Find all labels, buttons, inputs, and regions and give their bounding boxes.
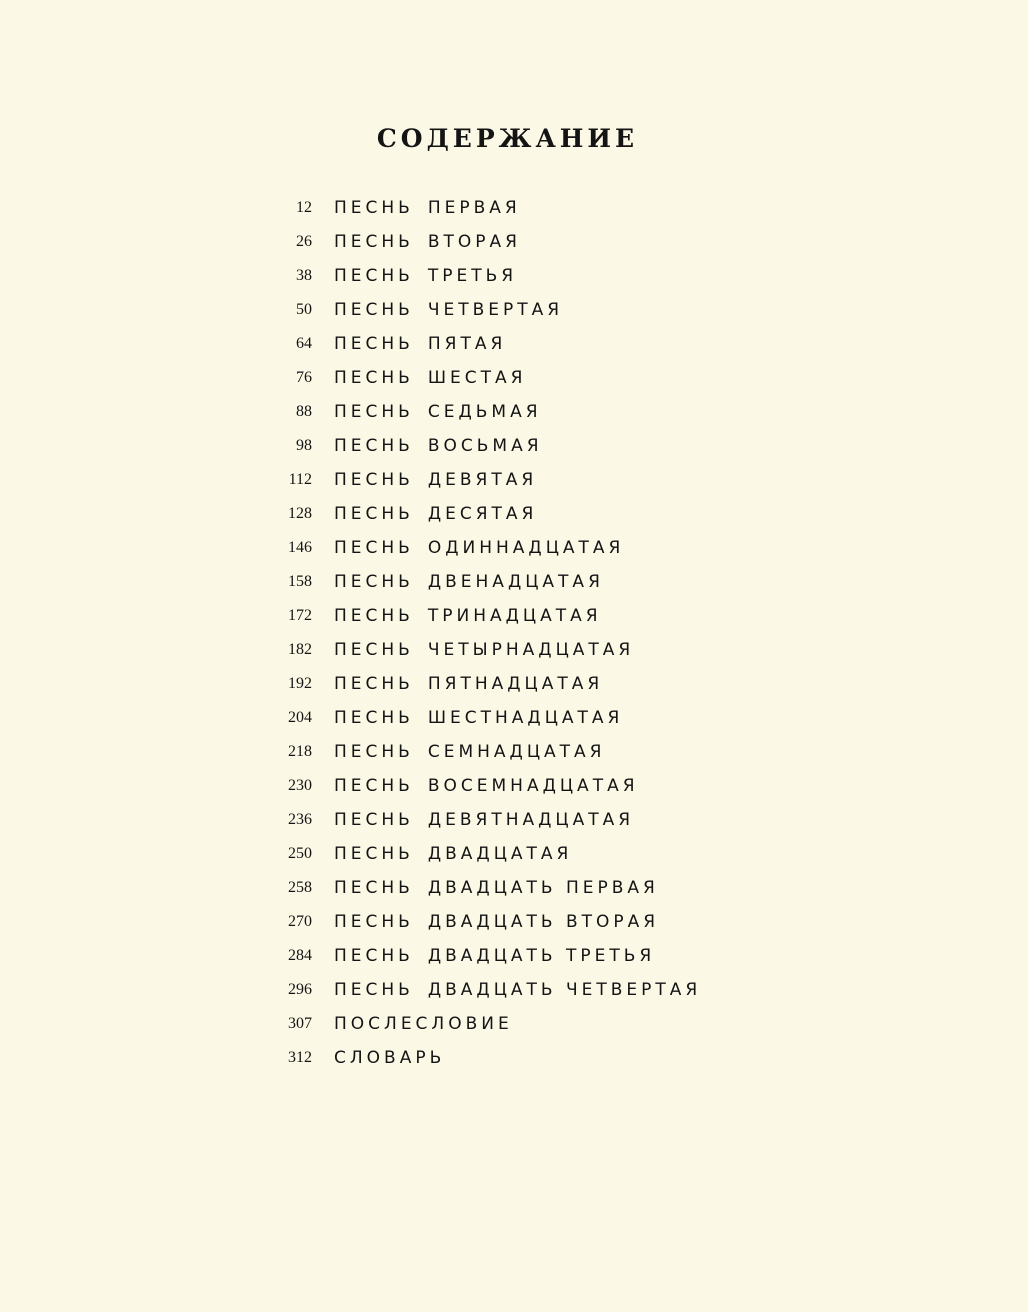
entry-word2: ВОСЕМНАДЦАТАЯ: [427, 776, 639, 796]
entry-title: [334, 640, 634, 660]
entry-word1: ПЕСНЬ: [334, 606, 414, 626]
toc-entry[interactable]: [270, 871, 790, 905]
entry-title: [334, 844, 572, 864]
page-number: 312: [288, 1049, 312, 1066]
entry-word2: ДВАДЦАТАЯ: [427, 844, 573, 864]
entry-word2: ПЕРВАЯ: [427, 198, 521, 218]
page-number: 98: [296, 437, 312, 454]
toc-entry[interactable]: [270, 395, 790, 429]
entry-word1: ПЕСНЬ: [334, 674, 414, 694]
page-number: 296: [288, 981, 312, 998]
page-number: 172: [288, 607, 312, 624]
toc-entry[interactable]: [270, 1007, 790, 1041]
entry-word2: ДВАДЦАТЬ ВТОРАЯ: [427, 912, 660, 932]
entry-word1: ПЕСНЬ: [334, 912, 414, 932]
entry-title: [334, 538, 624, 558]
entry-title: [334, 1048, 459, 1068]
entry-title: [334, 470, 537, 490]
toc-entry[interactable]: [270, 429, 790, 463]
entry-title: [334, 402, 542, 422]
entry-word2: ДВАДЦАТЬ ПЕРВАЯ: [427, 878, 659, 898]
entry-title: [334, 946, 655, 966]
entry-title: [334, 606, 602, 626]
toc-entry[interactable]: [270, 327, 790, 361]
entry-word2: ШЕСТАЯ: [427, 368, 527, 388]
page-number: 128: [288, 505, 312, 522]
toc-entry[interactable]: [270, 837, 790, 871]
toc-entry[interactable]: [270, 599, 790, 633]
page-number: 284: [288, 947, 312, 964]
page-number: 250: [288, 845, 312, 862]
entry-word2: ОДИННАДЦАТАЯ: [427, 538, 625, 558]
entry-title: [334, 674, 603, 694]
toc-entry[interactable]: [270, 191, 790, 225]
toc-entry[interactable]: [270, 463, 790, 497]
entry-word1: ПЕСНЬ: [334, 266, 414, 286]
entry-word1: ПЕСНЬ: [334, 402, 414, 422]
entry-word1: ПЕСНЬ: [334, 946, 414, 966]
entry-word2: ТРИНАДЦАТАЯ: [427, 606, 602, 626]
entry-word1: ПЕСНЬ: [334, 980, 414, 1000]
page-number: 230: [288, 777, 312, 794]
page-number: 50: [296, 301, 312, 318]
entry-title: [334, 198, 521, 218]
entry-word2: ДВАДЦАТЬ ЧЕТВЕРТАЯ: [427, 980, 702, 1000]
entry-word1: ПЕСНЬ: [334, 470, 414, 490]
entry-title: [334, 980, 701, 1000]
toc-entry[interactable]: [270, 735, 790, 769]
page-number: 258: [288, 879, 312, 896]
toc-entry[interactable]: [270, 497, 790, 531]
toc-entry[interactable]: [270, 701, 790, 735]
entry-title: [334, 572, 604, 592]
entry-word2: СЕМНАДЦАТАЯ: [427, 742, 606, 762]
entry-word1: ПЕСНЬ: [334, 232, 414, 252]
entry-word2: ШЕСТНАДЦАТАЯ: [427, 708, 624, 728]
entry-title: [334, 436, 543, 456]
toc-entry[interactable]: [270, 361, 790, 395]
entry-title: [334, 368, 526, 388]
entry-word1: ПЕСНЬ: [334, 742, 414, 762]
entry-word1: ПЕСНЬ: [334, 878, 414, 898]
toc-entry[interactable]: [270, 769, 790, 803]
page-number: 182: [288, 641, 312, 658]
entry-word2: ДЕВЯТНАДЦАТАЯ: [427, 810, 635, 830]
entry-title: [334, 266, 517, 286]
entry-title: [334, 912, 659, 932]
toc-entry[interactable]: [270, 531, 790, 565]
page-number: 112: [288, 471, 312, 488]
entry-word1: ПЕСНЬ: [334, 504, 414, 524]
entry-word1: ПЕСНЬ: [334, 198, 414, 218]
entry-word2: ВТОРАЯ: [427, 232, 521, 252]
page-title: СОДЕРЖАНИЕ: [376, 124, 639, 153]
entry-word2: ДВАДЦАТЬ ТРЕТЬЯ: [427, 946, 656, 966]
entry-word1: ПЕСНЬ: [334, 572, 414, 592]
toc-entry[interactable]: [270, 293, 790, 327]
entry-word1: ПЕСНЬ: [334, 538, 414, 558]
toc-entry[interactable]: [270, 939, 790, 973]
entry-title: [334, 334, 506, 354]
page-number: 76: [296, 369, 312, 386]
entry-title: [334, 708, 623, 728]
entry-title: [334, 776, 639, 796]
entry-word2: ТРЕТЬЯ: [427, 266, 518, 286]
entry-title: [334, 232, 521, 252]
entry-word1: ПЕСНЬ: [334, 776, 414, 796]
table-of-contents: [270, 191, 790, 1075]
entry-word1: ПЕСНЬ: [334, 436, 414, 456]
toc-entry[interactable]: [270, 803, 790, 837]
entry-word1: ПОСЛЕСЛОВИЕ: [334, 1014, 513, 1034]
toc-entry[interactable]: [270, 1041, 790, 1075]
page-number: 38: [296, 267, 312, 284]
entry-word2: СЕДЬМАЯ: [427, 402, 542, 422]
toc-entry[interactable]: [270, 225, 790, 259]
entry-word1: ПЕСНЬ: [334, 640, 414, 660]
toc-entry[interactable]: [270, 565, 790, 599]
entry-word2: ПЯТАЯ: [427, 334, 507, 354]
page-number: 158: [288, 573, 312, 590]
entry-word1: ПЕСНЬ: [334, 334, 414, 354]
page-number: 218: [288, 743, 312, 760]
entry-title: [334, 878, 659, 898]
entry-word1: ПЕСНЬ: [334, 844, 414, 864]
page-number: 307: [288, 1015, 312, 1032]
entry-title: [334, 742, 605, 762]
entry-word1: ПЕСНЬ: [334, 300, 414, 320]
toc-entry[interactable]: [270, 905, 790, 939]
page-number: 12: [296, 199, 312, 216]
entry-word2: ПЯТНАДЦАТАЯ: [427, 674, 604, 694]
page-number: 26: [296, 233, 312, 250]
page-number: 204: [288, 709, 312, 726]
entry-word2: ДЕСЯТАЯ: [427, 504, 538, 524]
page-number: 88: [296, 403, 312, 420]
entry-title: [334, 1014, 527, 1034]
entry-title: [334, 300, 563, 320]
entry-title: [334, 504, 537, 524]
entry-word2: ЧЕТВЕРТАЯ: [427, 300, 564, 320]
toc-entry[interactable]: [270, 667, 790, 701]
entry-word2: ДЕВЯТАЯ: [427, 470, 538, 490]
page-number: 146: [288, 539, 312, 556]
entry-word2: ЧЕТЫРНАДЦАТАЯ: [427, 640, 635, 660]
entry-word1: ПЕСНЬ: [334, 368, 414, 388]
page-number: 192: [288, 675, 312, 692]
entry-word2: ВОСЬМАЯ: [427, 436, 543, 456]
entry-word1: ПЕСНЬ: [334, 810, 414, 830]
page-number: 270: [288, 913, 312, 930]
page-number: 64: [296, 335, 312, 352]
toc-entry[interactable]: [270, 259, 790, 293]
page-number: 236: [288, 811, 312, 828]
entry-word2: ДВЕНАДЦАТАЯ: [427, 572, 604, 592]
entry-title: [334, 810, 634, 830]
entry-word1: ПЕСНЬ: [334, 708, 414, 728]
entry-word1: СЛОВАРЬ: [334, 1048, 446, 1068]
toc-entry[interactable]: [270, 973, 790, 1007]
toc-entry[interactable]: [270, 633, 790, 667]
